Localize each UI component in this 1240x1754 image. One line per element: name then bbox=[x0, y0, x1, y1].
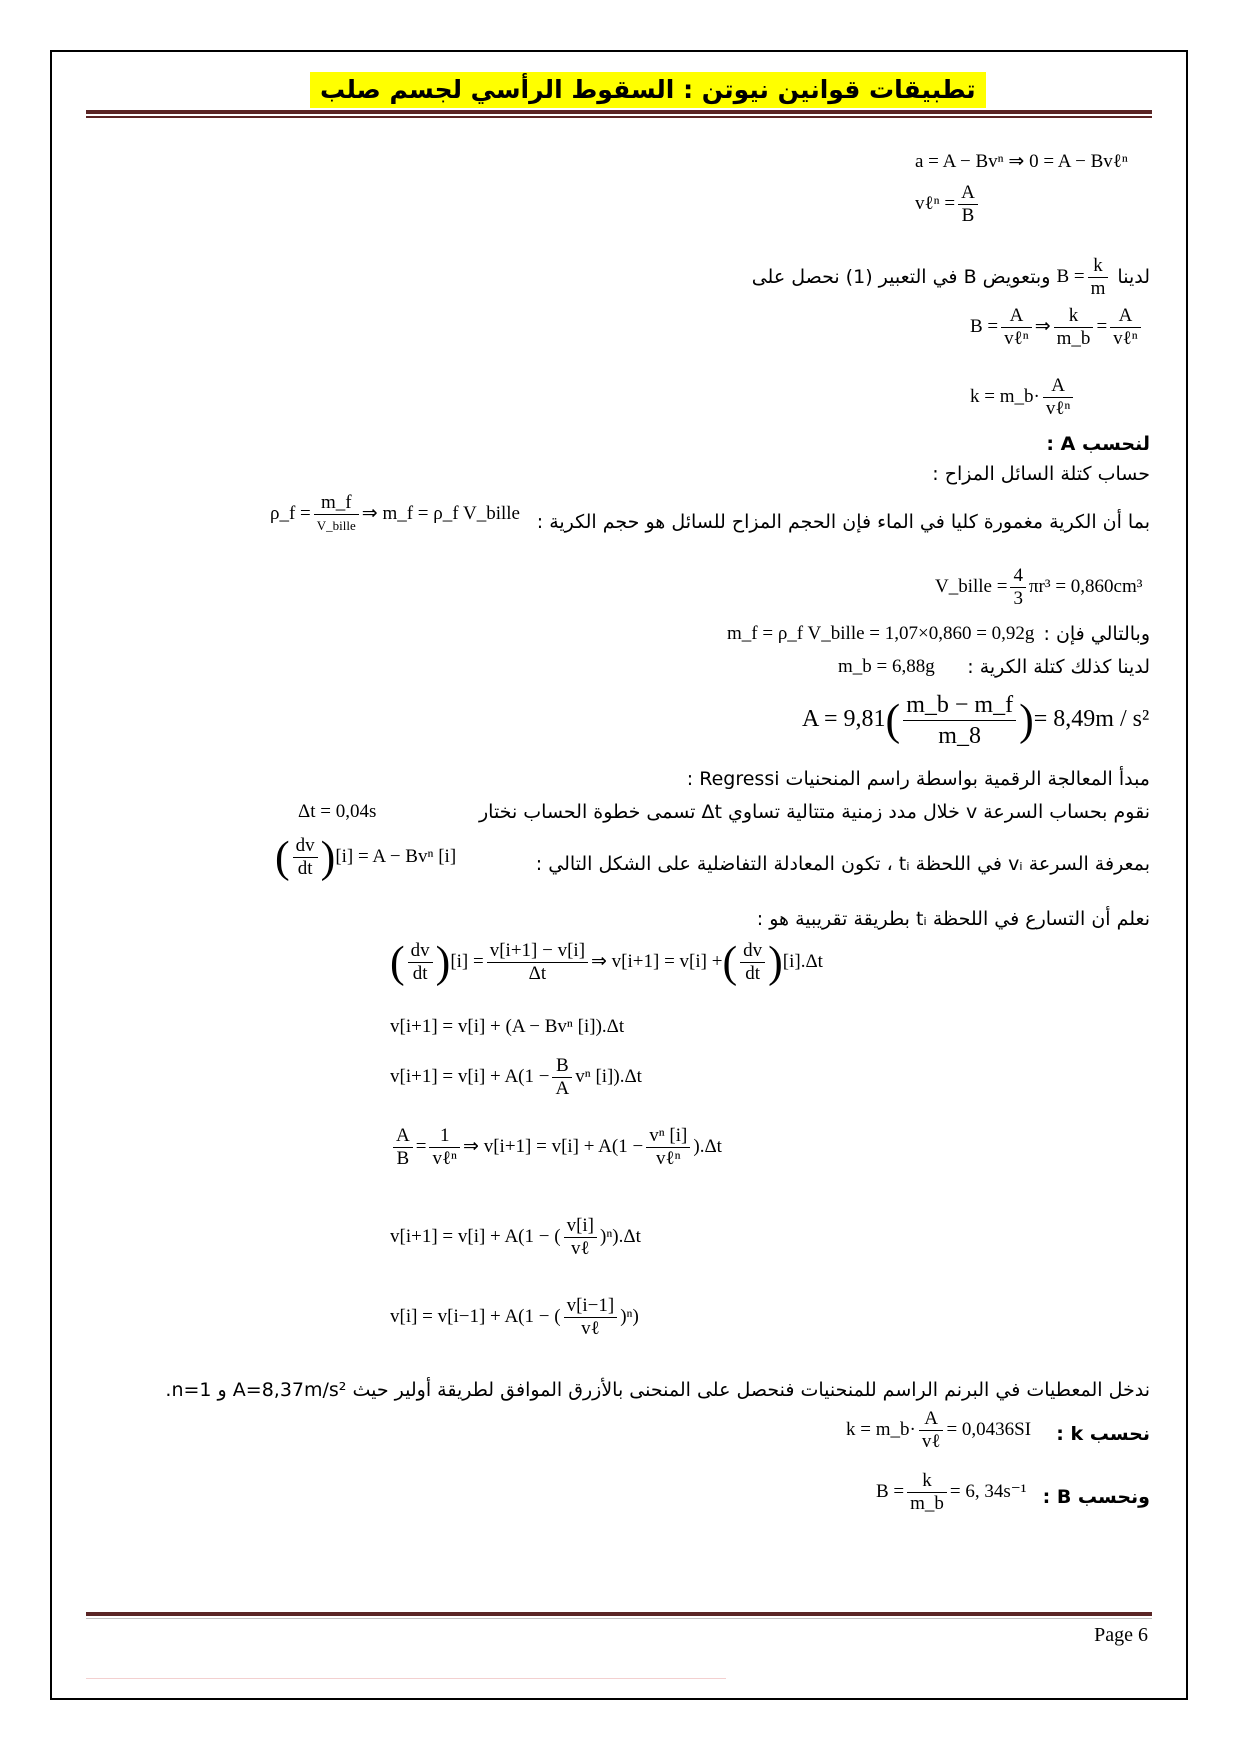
equation-14: v[i+1] = v[i] + (A − Bvⁿ [i]).Δt bbox=[390, 1016, 625, 1037]
equation-12: ( $\frac{dv}{dt}$ )[i] = A − Bvⁿ [i] bbox=[275, 832, 457, 882]
text-line-7: نقوم بحساب السرعة v خلال مدد زمنية متتالية تساوي Δt تسمى خطوة الحساب نختار bbox=[478, 801, 1150, 823]
text-line-1: لدينا B = $\frac{k}{m}$ وبتعويض B في التعبير (1) نحصل على bbox=[751, 255, 1150, 299]
text-line-2: حساب كتلة السائل المزاح : bbox=[932, 463, 1150, 485]
equation-16: $\frac{A}{B}$ = $\frac{1}{\text{vℓⁿ}}$ ⇒ v[i+1] = v[i] + A(1 − $\frac{\text{vⁿ [i]}}{\text{vℓⁿ}}$ ).Δt bbox=[390, 1125, 722, 1170]
equation-4: B = $\frac{A}{\text{vℓⁿ}}$ ⇒ $\frac{k}{m\_b}$ = $\frac{A}{\text{vℓⁿ}}$ bbox=[970, 305, 1144, 350]
text-line-8: بمعرفة السرعة vᵢ في اللحظة tᵢ ، تكون المعادلة التفاضلية على الشكل التالي : bbox=[535, 853, 1150, 875]
equation-2: vℓⁿ = $\frac{A}{B}$ bbox=[915, 182, 981, 227]
equation-7: V_bille = $\frac{4}{3}$ πr³ = 0,860cm³ bbox=[935, 565, 1143, 609]
header-rule-thin bbox=[86, 116, 1152, 118]
equation-20: B = $\frac{k}{m\_b}$ = 6, 34s⁻¹ bbox=[876, 1470, 1027, 1514]
equation-8: m_f = ρ_f V_bille = 1,07×0,860 = 0,92g bbox=[727, 623, 1035, 644]
text-line-9: نعلم أن التسارع في اللحظة tᵢ بطريقة تقريبية هو : bbox=[756, 908, 1150, 930]
footer-rule bbox=[86, 1612, 1152, 1616]
equation-3: B = $\frac{k}{m}$ bbox=[1056, 255, 1111, 300]
section-heading-A: لنحسب A : bbox=[1046, 433, 1150, 455]
equation-19: k = m_b· $\frac{A}{\text{vℓ}}$ = 0,0436SI bbox=[846, 1408, 1032, 1452]
equation-1: a = A − Bvⁿ ⇒ 0 = A − Bvℓⁿ bbox=[915, 151, 1128, 172]
section-heading-k: نحسب k : bbox=[1056, 1423, 1150, 1445]
equation-10: A = 9,81( $\frac{m\_b - m\_f}{m\_8}$ )= 8,49m / s² bbox=[802, 692, 1150, 749]
equation-6: ρ_f = $\frac{m\_f}{\text{V\_bille}}$ ⇒ m_f = ρ_f V_bille bbox=[270, 492, 520, 533]
text-line-3: بما أن الكرية مغمورة كليا في الماء فإن الحجم المزاح للسائل هو حجم الكرية : bbox=[536, 511, 1150, 533]
text-line-5: لدينا كذلك كتلة الكرية : bbox=[967, 656, 1150, 678]
footer-rule-thin bbox=[86, 1618, 1152, 1619]
header-rule bbox=[86, 110, 1152, 114]
equation-13: ( $\frac{dv}{dt}$ )[i] = $\frac{v[i+1] - v[i]}{\Delta t}$ ⇒ v[i+1] = v[i] +( $\frac{dv}{dt}$ )[i].Δt bbox=[390, 937, 823, 987]
text-line-4: وبالتالي فإن : bbox=[1043, 623, 1150, 645]
section-heading-B: ونحسب B : bbox=[1042, 1486, 1150, 1508]
equation-15: v[i+1] = v[i] + A(1 − $\frac{B}{A}$ vⁿ [i]).Δt bbox=[390, 1055, 642, 1099]
footer-faint-line bbox=[86, 1678, 726, 1679]
text-line-6: مبدأ المعالجة الرقمية بواسطة راسم المنحنيات Regressi : bbox=[686, 768, 1150, 790]
text-line-10: ندخل المعطيات في البرنم الراسم للمنحنيات فنحصل على المنحنى بالأزرق الموافق لطريقة أولير حيث A=8,37m/s² و n=1. bbox=[165, 1379, 1150, 1401]
equation-17: v[i+1] = v[i] + A(1 − ( $\frac{v[i]}{\text{vℓ}}$ )ⁿ).Δt bbox=[390, 1215, 641, 1259]
equation-9: m_b = 6,88g bbox=[838, 656, 935, 677]
page-number: Page 6 bbox=[1094, 1624, 1148, 1646]
equation-5: k = m_b· $\frac{A}{\text{vℓⁿ}}$ bbox=[970, 375, 1076, 420]
page-title: تطبيقات قوانين نيوتن : السقوط الرأسي لجسم صلب bbox=[310, 72, 986, 108]
equation-18: v[i] = v[i−1] + A(1 − ( $\frac{v[i-1]}{\text{vℓ}}$ )ⁿ) bbox=[390, 1295, 639, 1339]
equation-11: Δt = 0,04s bbox=[298, 801, 377, 822]
